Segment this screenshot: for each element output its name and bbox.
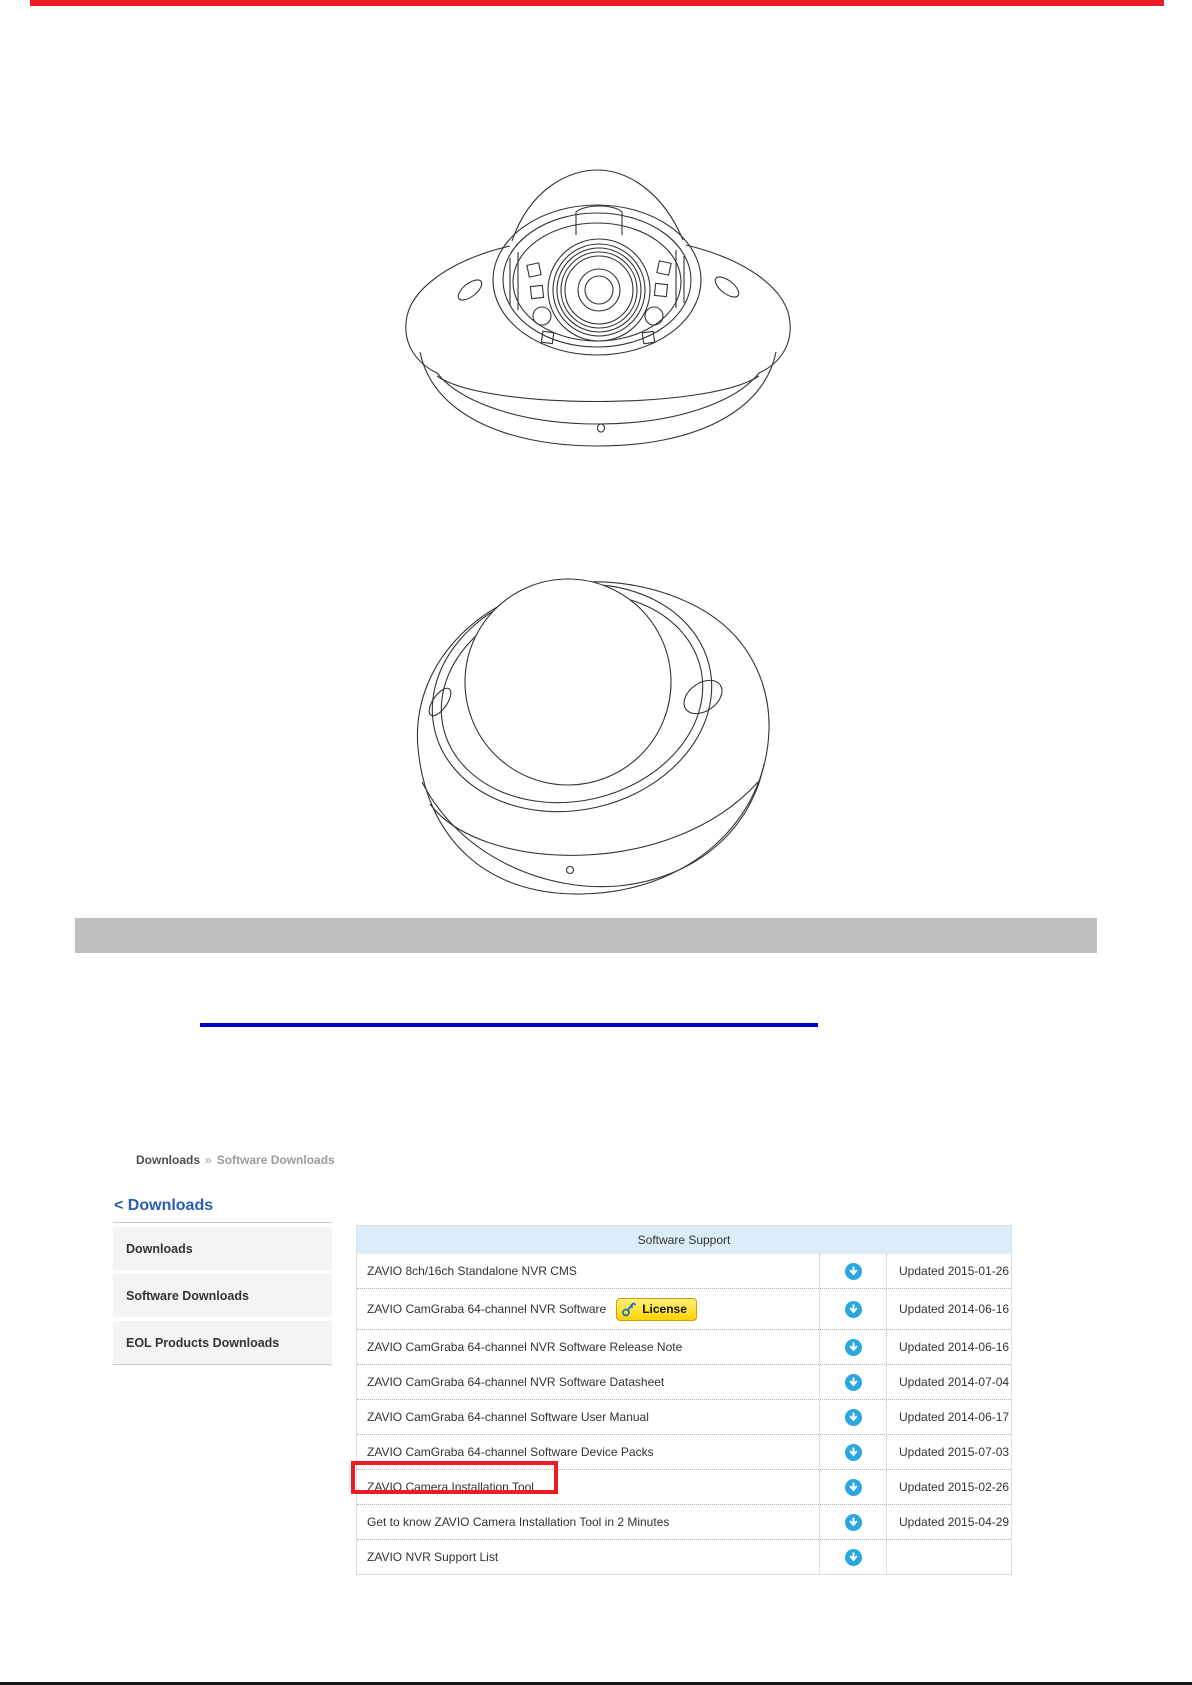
breadcrumb-link-downloads[interactable]: Downloads: [136, 1153, 201, 1167]
download-icon[interactable]: [845, 1374, 862, 1391]
table-row: [357, 1364, 1011, 1399]
row-updated: [887, 1540, 1011, 1574]
row-name: ZAVIO CamGraba 64-channel NVR Software Datasheet: [367, 1375, 665, 1389]
table-header: Software Support: [357, 1226, 1011, 1254]
row-name: ZAVIO CamGraba 64-channel Software User Manual: [367, 1410, 649, 1424]
camera-dome-drawing: [370, 530, 790, 920]
table-row: [357, 1329, 1011, 1364]
section-header-bar: [75, 918, 1097, 953]
table-row: [357, 1288, 1011, 1329]
table-row: [357, 1539, 1011, 1574]
breadcrumb-current: Software Downloads: [216, 1153, 335, 1167]
row-name: ZAVIO 8ch/16ch Standalone NVR CMS: [367, 1264, 577, 1278]
row-updated: Updated 2015-04-29: [899, 1515, 1010, 1529]
key-icon: [621, 1302, 638, 1317]
sidebar-item-downloads[interactable]: Downloads: [113, 1227, 332, 1270]
download-icon[interactable]: [845, 1479, 862, 1496]
red-top-strip: [30, 0, 1164, 6]
license-badge-label: License: [642, 1302, 687, 1316]
camera-open-drawing: [390, 140, 810, 470]
camera-figure-dome: [370, 530, 790, 920]
download-icon[interactable]: [845, 1514, 862, 1531]
row-updated: Updated 2015-01-26: [899, 1264, 1010, 1278]
row-name: ZAVIO CamGraba 64-channel NVR Software: [367, 1302, 607, 1316]
table-row: [357, 1434, 1011, 1469]
sidebar-item-software-downloads[interactable]: Software Downloads: [113, 1274, 332, 1317]
download-icon[interactable]: [845, 1339, 862, 1356]
camera-figure-open: [390, 140, 810, 470]
download-icon[interactable]: [845, 1263, 862, 1280]
row-updated: Updated 2014-06-16: [899, 1302, 1010, 1316]
table-row: [357, 1254, 1011, 1288]
row-name: ZAVIO CamGraba 64-channel Software Device Packs: [367, 1445, 654, 1459]
downloads-sidebar: [113, 1196, 332, 1365]
row-updated: Updated 2014-07-04: [899, 1375, 1010, 1389]
table-row: [357, 1504, 1011, 1539]
download-icon[interactable]: [845, 1444, 862, 1461]
row-name: ZAVIO CamGraba 64-channel NVR Software Release Note: [367, 1340, 683, 1354]
breadcrumb-separator: »: [205, 1153, 212, 1167]
row-name: ZAVIO NVR Support List: [367, 1550, 499, 1564]
table-row: [357, 1399, 1011, 1434]
row-updated: Updated 2015-02-26: [899, 1480, 1010, 1494]
row-name: Get to know ZAVIO Camera Installation Tool in 2 Minutes: [367, 1515, 670, 1529]
license-badge: [616, 1298, 697, 1321]
hyperlink-underline[interactable]: [200, 1023, 818, 1027]
download-icon[interactable]: [845, 1301, 862, 1318]
download-icon[interactable]: [845, 1549, 862, 1566]
sidebar-heading-back-link[interactable]: < Downloads: [113, 1196, 332, 1223]
row-updated: Updated 2014-06-17: [899, 1410, 1010, 1424]
download-icon[interactable]: [845, 1409, 862, 1426]
row-name: ZAVIO Camera Installation Tool: [367, 1480, 534, 1494]
breadcrumb: [136, 1153, 335, 1167]
table-row-highlighted: [357, 1469, 1011, 1504]
row-updated: Updated 2015-07-03: [899, 1445, 1010, 1459]
row-updated: Updated 2014-06-16: [899, 1340, 1010, 1354]
sidebar-item-eol-products-downloads[interactable]: EOL Products Downloads: [113, 1321, 332, 1364]
software-support-table: [356, 1225, 1012, 1575]
